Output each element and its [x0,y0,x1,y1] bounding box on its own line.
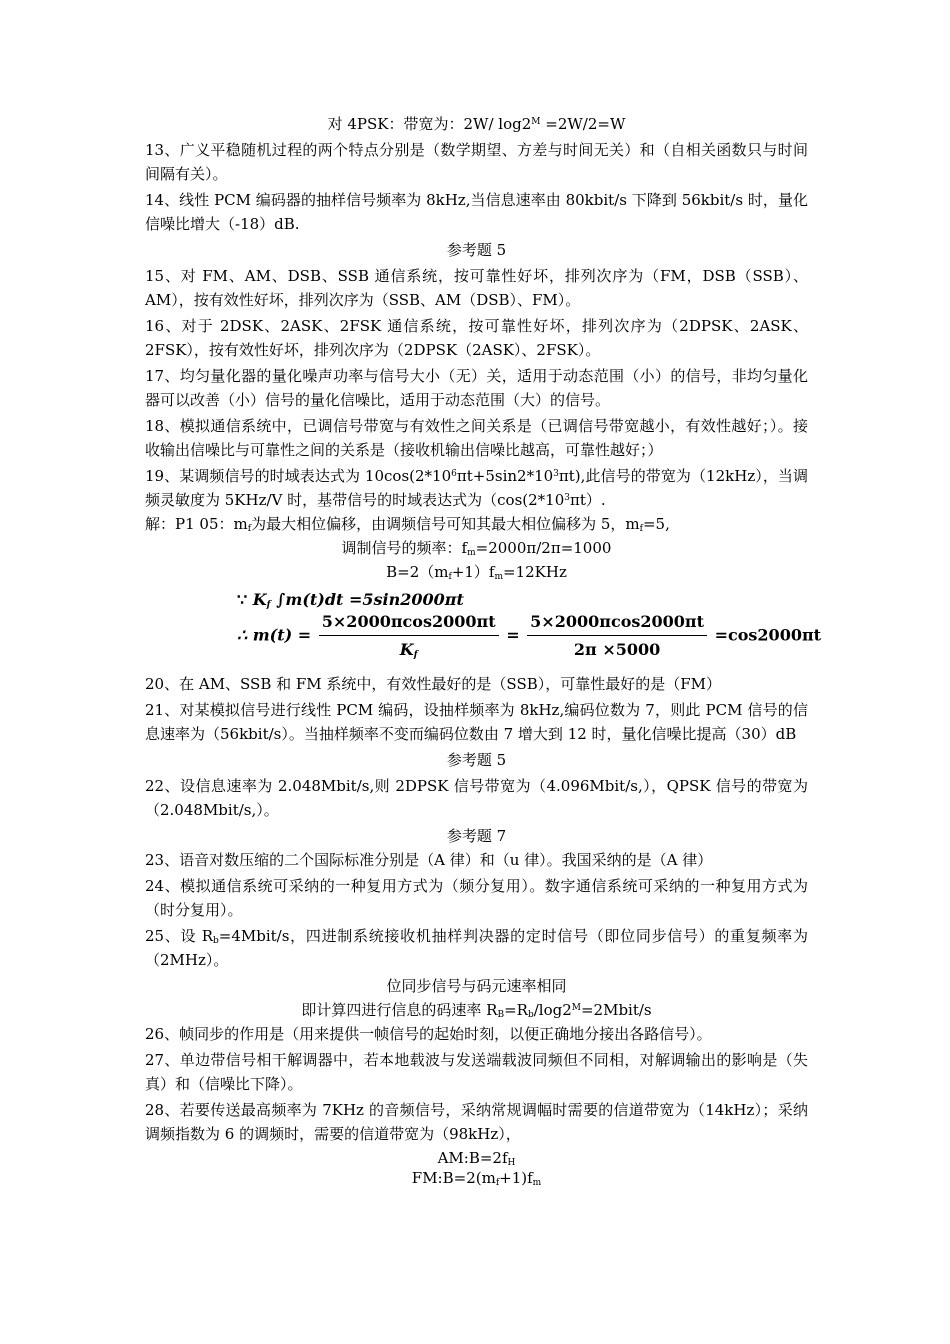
reference-heading-5b: 参考题 5 [446,751,507,769]
am-formula: $AM:B=2f_H$ [437,1149,516,1168]
note-bit-sync: 位同步信号与码元速率相同 [386,977,567,995]
question-17: 17、均匀量化器的量化噪声功率与信号大小（无）关，适用于动态范围（小）的信号，非均匀量化器可以改善（小）信号的量化信噪比，适用于动态范围（大）的信号。 [145,367,808,409]
question-28: 28、若要传送最高频率为 7KHz 的音频信号，采纳常规调幅时需要的信道带宽为（14kHz）；采纳调频指数为 6 的调频时，需要的信道带宽为（98kHz）， [145,1101,808,1143]
reference-heading-7: 参考题 7 [446,827,507,845]
question-21: 21、对某模拟信号进行线性 PCM 编码，设抽样频率为 8kHz,编码位数为 7，则此 PCM 信号的信息速率为（56kbit/s）。当抽样频率不变而编码位数由 7 增大到 12 时，量化信噪比提高（30）dB [145,701,808,743]
question-24: 24、模拟通信系统可采纳的一种复用方式为（频分复用）。数字通信系统可采纳的一种复用方式为（时分复用）。 [145,877,808,919]
question-13: 13、广义平稳随机过程的两个特点分别是（数学期望、方差与时间无关）和（自相关函数只与时间间隔有关）。 [145,141,808,183]
fraction-1: $\frac{5\times 2000\pi\cos 2000\pi t}{K_f}$ [319,610,499,662]
question-23: 23、语音对数压缩的二个国际标准分别是（A 律）和（u 律）。我国采纳的是（A 律） [145,851,713,869]
formula-line-1: ∵ $K_f$ ∫m(t)dt =5sin2000πt [237,590,464,610]
solution-line: 解：P1 05：$m_f$为最大相位偏移，由调频信号可知其最大相位偏移为 5，$m_f=5$, [145,515,670,534]
question-15: 15、对 FM、AM、DSB、SSB 通信系统，按可靠性好坏，排列次序为（FM，DSB（SSB）、AM），按有效性好坏，排列次序为（SSB、AM（DSB）、FM）。 [145,267,808,309]
fraction-2: $\frac{5\times 2000\pi\cos 2000\pi t}{2\pi \times 5000}$ [527,610,707,662]
question-26: 26、帧同步的作用是（用来提供一帧信号的起始时刻，以便正确地分接出各路信号）。 [145,1025,712,1043]
question-22: 22、设信息速率为 2.048Mbit/s,则 2DPSK 信号带宽为（4.096Mbit/s,），QPSK 信号的带宽为（2.048Mbit/s,）。 [145,777,808,819]
question-25: 25、设 $R_b=4Mbit/s$，四进制系统接收机抽样判决器的定时信号（即位同步信号）的重复频率为（2MHz）。 [145,927,808,969]
document-page [145,112,822,1188]
question-18: 18、模拟通信系统中，已调信号带宽与有效性之间关系是（已调信号带宽越小，有效性越好；）。接收输出信噪比与可靠性之间的关系是（接收机输出信噪比越高，可靠性越好；） [145,417,808,459]
reference-heading-5: 参考题 5 [446,241,507,259]
modulating-frequency-line: 调制信号的频率：$f_m=2000\pi/2\pi=1000$ [341,539,612,558]
question-27: 27、单边带信号相干解调器中，若本地载波与发送端载波同频但不同相，对解调输出的影响是（失真）和（信噪比下降）。 [145,1051,808,1093]
bandwidth-line: $B=2(m_f+1)f_m=12KHz$ [386,563,567,582]
question-14: 14、线性 PCM 编码器的抽样信号频率为 8kHz,当信息速率由 80kbit/s 下降到 56kbit/s 时，量化信噪比增大（-18）dB. [145,191,808,233]
question-20: 20、在 AM、SSB 和 FM 系统中，有效性最好的是（SSB），可靠性最好的是（FM） [145,675,722,693]
formula-line-2: ∴ m(t) = $\frac{5\times 2000\pi\cos 2000\pi t}{K_f}$ = $\frac{5\times 2000\pi\cos 2000\pi t}{2\pi \times 5000}$ =cos2000πt [237,612,822,660]
question-16: 16、对于 2DSK、2ASK、2FSK 通信系统，按可靠性好坏，排列次序为（2DPSK、2ASK、2FSK），按有效性好坏，排列次序为（2DPSK（2ASK）、2FSK）。 [145,317,808,359]
line-4psk: 对 4PSK：带宽为：2W/ $\log 2^M =2W/2=W$ [327,115,626,133]
note-symbol-rate: 即计算四进行信息的码速率 $R_B=R_b/\log 2^M=2Mbit/s$ [301,1001,652,1020]
question-19: 19、某调频信号的时域表达式为 $10\cos(2*10^6\pi t+5\sin 2*10^3\pi t)$,此信号的带宽为（12kHz），当调频灵敏度为 5KHz/V 时，基带信号的时域表达式为（$\cos(2*10^3\pi t)$. [145,467,809,509]
formula-block [145,588,822,666]
fm-formula: $FM:B=2(m_f+1)f_m$ [411,1169,542,1188]
